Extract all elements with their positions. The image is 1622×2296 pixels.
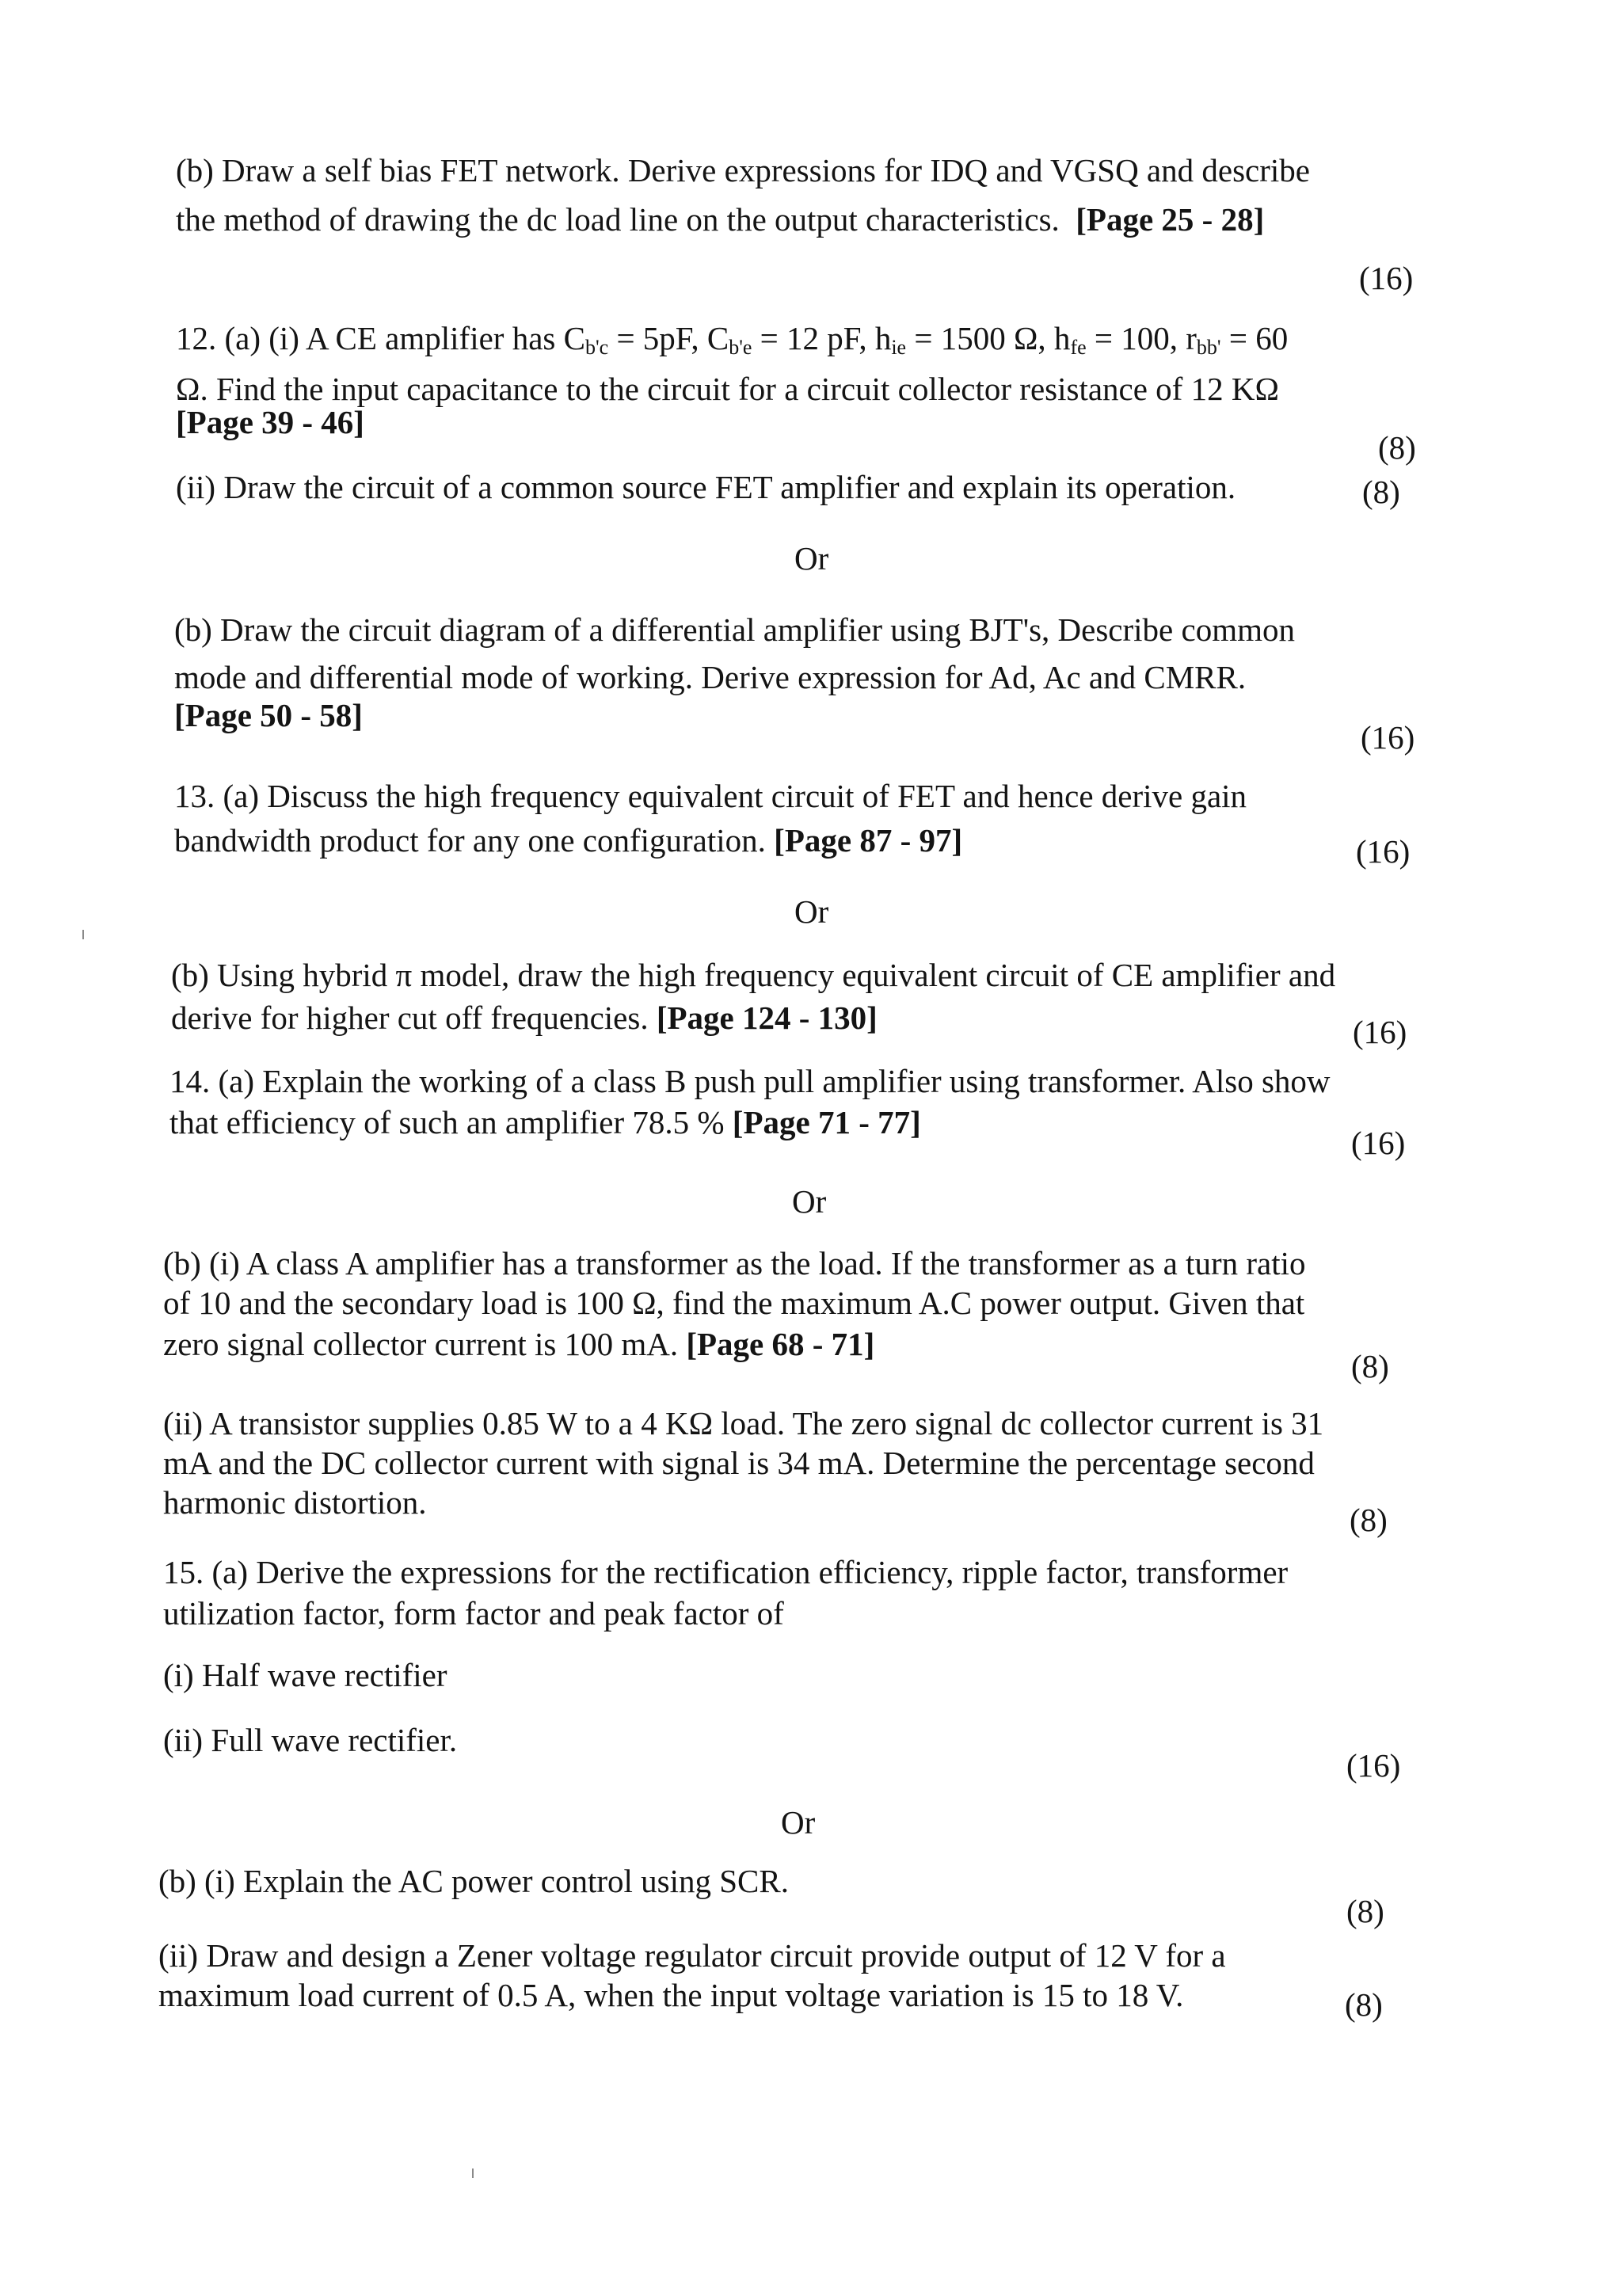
q14b-i-marks: (8) (1351, 1348, 1389, 1384)
q12a-i-marks: (8) (1378, 429, 1416, 466)
q11b-line2 (176, 200, 1264, 240)
q15a-item-half-wave: (i) Half wave rectifier (163, 1657, 447, 1693)
q12a-line1-mid4: = 100, r (1086, 320, 1197, 356)
q15b-i-marks: (8) (1346, 1893, 1384, 1929)
q12a-sub-cbc: b'c (584, 336, 609, 359)
q14b-ii-line3: harmonic distortion. (163, 1484, 427, 1521)
q14b-line2: of 10 and the secondary load is 100 Ω, find the maximum A.C power output. Given that (163, 1285, 1305, 1321)
q15a-marks: (16) (1346, 1747, 1401, 1784)
q14b-ii-line2: mA and the DC collector current with signal is 34 mA. Determine the percentage second (163, 1445, 1315, 1481)
q12a-sub-hie: ie (891, 336, 907, 359)
q14b-page-ref: [Page 68 - 71] (686, 1326, 875, 1362)
or-separator-12: Or (794, 540, 829, 577)
q13b-marks: (16) (1353, 1014, 1407, 1050)
q14b-line3 (163, 1324, 874, 1365)
q15b-ii-line2: maximum load current of 0.5 A, when the input voltage variation is 15 to 18 V. (158, 1977, 1184, 2013)
q12a-line2: Ω. Find the input capacitance to the circuit for a circuit collector resistance of 12 KΩ (176, 371, 1279, 407)
q14b-ii-marks: (8) (1350, 1502, 1388, 1538)
q15b-i-text: (b) (i) Explain the AC power control using SCR. (158, 1863, 789, 1899)
q12a-ii-marks: (8) (1362, 474, 1400, 510)
q12a-line1-mid2: = 12 pF, h (752, 320, 892, 356)
q13a-page-ref: [Page 87 - 97] (774, 822, 963, 859)
q14a-page-ref: [Page 71 - 77] (732, 1104, 921, 1140)
q12a-sub-rbb: bb' (1196, 336, 1221, 359)
q14b-line3-text: zero signal collector current is 100 mA. (163, 1326, 679, 1362)
or-separator-14: Or (792, 1183, 827, 1220)
q13a-marks: (16) (1356, 833, 1411, 870)
q12a-line1-mid1: = 5pF, C (608, 320, 729, 356)
q12b-line2: mode and differential mode of working. Derive expression for Ad, Ac and CMRR. (174, 659, 1247, 695)
q15a-line2: utilization factor, form factor and peak factor of (163, 1595, 784, 1632)
q11b-page-ref: [Page 25 - 28] (1076, 201, 1265, 238)
q14a-marks: (16) (1351, 1125, 1406, 1161)
q12a-line1-end: = 60 (1220, 320, 1289, 356)
q13b-page-ref: [Page 124 - 130] (656, 1000, 878, 1036)
q14a-line2-text: that efficiency of such an amplifier 78.5 % (169, 1104, 725, 1140)
q15a-line1: 15. (a) Derive the expressions for the rectification efficiency, ripple factor, transformer (163, 1554, 1289, 1590)
q13a-line2 (174, 821, 962, 861)
q12a-line1-mid3: = 1500 Ω, h (906, 320, 1071, 356)
q14b-ii-line1: (ii) A transistor supplies 0.85 W to a 4 KΩ load. The zero signal dc collector current is 31 (163, 1405, 1324, 1441)
q13b-line2-text: derive for higher cut off frequencies. (171, 1000, 649, 1036)
q11b-line1: (b) Draw a self bias FET network. Derive expressions for IDQ and VGSQ and describe (176, 152, 1310, 188)
scan-speck (472, 2168, 474, 2178)
q11b-line2-text: the method of drawing the dc load line on the output characteristics. (176, 201, 1060, 238)
q15b-ii-marks: (8) (1345, 1986, 1383, 2023)
q11b-marks: (16) (1359, 260, 1414, 296)
q13a-line1: 13. (a) Discuss the high frequency equivalent circuit of FET and hence derive gain (174, 778, 1247, 814)
q14a-line2 (169, 1102, 921, 1143)
q15b-ii-line1: (ii) Draw and design a Zener voltage regulator circuit provide output of 12 V for a (158, 1937, 1226, 1974)
q15a-item-full-wave: (ii) Full wave rectifier. (163, 1722, 458, 1758)
q12a-sub-cbe: b'e (729, 336, 752, 359)
q12a-ii-text: (ii) Draw the circuit of a common source FET amplifier and explain its operation. (176, 469, 1236, 505)
or-separator-13: Or (794, 893, 829, 930)
q12a-line1-pre: 12. (a) (i) A CE amplifier has C (176, 320, 585, 356)
q12a-page-ref: [Page 39 - 46] (176, 404, 364, 440)
q13b-line1: (b) Using hybrid π model, draw the high frequency equivalent circuit of CE amplifier and (171, 957, 1336, 993)
q12a-line1 (176, 318, 1288, 359)
q12b-marks: (16) (1361, 719, 1415, 756)
q12b-line1: (b) Draw the circuit diagram of a differential amplifier using BJT's, Describe common (174, 611, 1295, 648)
q13b-line2 (171, 998, 878, 1038)
q12a-sub-hfe: fe (1070, 336, 1087, 359)
or-separator-15: Or (781, 1804, 816, 1841)
q13a-line2-text: bandwidth product for any one configuration. (174, 822, 766, 859)
q12b-page-ref: [Page 50 - 58] (174, 697, 363, 733)
q14b-line1: (b) (i) A class A amplifier has a transformer as the load. If the transformer as a turn ratio (163, 1245, 1306, 1281)
scan-speck (82, 930, 84, 939)
q14a-line1: 14. (a) Explain the working of a class B push pull amplifier using transformer. Also show (169, 1063, 1331, 1099)
